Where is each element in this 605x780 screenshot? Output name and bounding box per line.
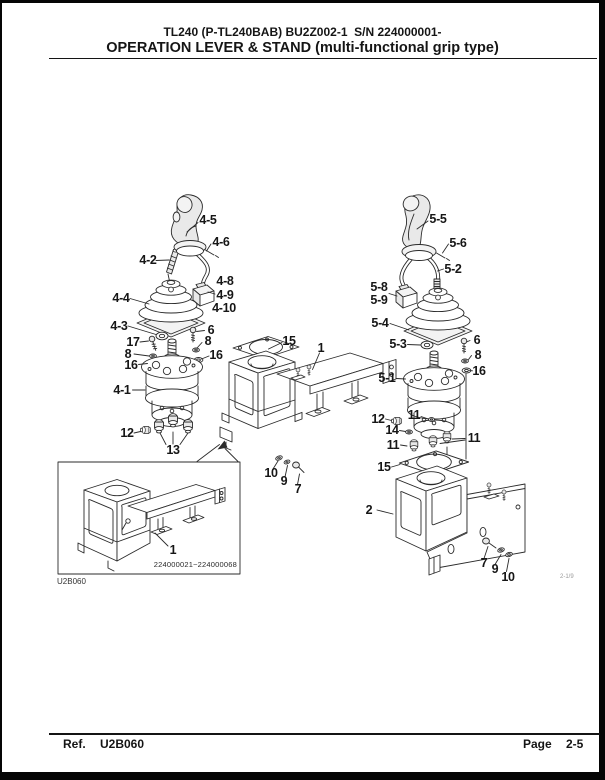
callout-7: 7 — [294, 482, 302, 496]
callout-15: 15 — [282, 334, 296, 348]
callout-5-6: 5-6 — [449, 236, 467, 250]
callout-4-10: 4-10 — [212, 301, 236, 315]
callout-4-3: 4-3 — [110, 319, 128, 333]
callout-5-1: 5-1 — [378, 371, 396, 385]
left-lever-assembly-figure — [137, 194, 219, 433]
callout-11: 11 — [407, 408, 421, 422]
footer-divider — [49, 733, 600, 735]
callout-4-2: 4-2 — [139, 253, 157, 267]
callout-4-9: 4-9 — [216, 288, 234, 302]
callout-15: 15 — [377, 460, 391, 474]
callout-9: 9 — [280, 474, 288, 488]
callout-11: 11 — [386, 438, 400, 452]
page-watermark: 2-1/9 — [560, 574, 574, 580]
callout-1: 1 — [169, 543, 177, 557]
callout-11: 11 — [467, 431, 481, 445]
callout-5-3: 5-3 — [389, 337, 407, 351]
callout-13: 13 — [166, 443, 180, 457]
callout-4-5: 4-5 — [199, 213, 217, 227]
page-number: 2-5 — [566, 737, 584, 751]
page-label: Page — [523, 737, 552, 751]
inset-serial-range: 224000021~224000068 — [153, 560, 237, 569]
ref-label: Ref. — [63, 737, 86, 751]
callout-4-4: 4-4 — [112, 291, 130, 305]
callout-14: 14 — [385, 423, 399, 437]
callout-2: 2 — [365, 503, 373, 517]
callout-9: 9 — [491, 562, 499, 576]
callout-4-8: 4-8 — [216, 274, 234, 288]
inset-figure-code: U2B060 — [57, 577, 86, 586]
ref-value: U2B060 — [100, 737, 145, 751]
callout-8: 8 — [124, 347, 132, 361]
callout-6: 6 — [207, 323, 215, 337]
callout-8: 8 — [474, 348, 482, 362]
callout-16: 16 — [124, 358, 138, 372]
callout-5-4: 5-4 — [371, 316, 389, 330]
callout-5-9: 5-9 — [370, 293, 388, 307]
inset-figure — [58, 462, 240, 574]
callout-16: 16 — [472, 364, 486, 378]
callout-5-2: 5-2 — [444, 262, 462, 276]
callout-7: 7 — [480, 556, 488, 570]
right-lever-assembly-figure — [391, 193, 472, 459]
callout-4-1: 4-1 — [113, 383, 131, 397]
callout-6: 6 — [473, 333, 481, 347]
callout-12: 12 — [371, 412, 385, 426]
callout-1: 1 — [317, 341, 325, 355]
callout-8: 8 — [204, 334, 212, 348]
callout-17: 17 — [126, 335, 140, 349]
callout-5-8: 5-8 — [370, 280, 388, 294]
callout-4-6: 4-6 — [212, 235, 230, 249]
model-serial-line: TL240 (P-TL240BAB) BU2Z002-1 S/N 224000001- — [163, 25, 442, 39]
page-title: OPERATION LEVER & STAND (multi-functional grip type) — [106, 40, 499, 56]
callout-10: 10 — [501, 570, 515, 584]
callout-5-5: 5-5 — [429, 212, 447, 226]
right-stand-figure — [396, 451, 525, 575]
callout-16: 16 — [209, 348, 223, 362]
callout-10: 10 — [264, 466, 278, 480]
callout-12: 12 — [120, 426, 134, 440]
